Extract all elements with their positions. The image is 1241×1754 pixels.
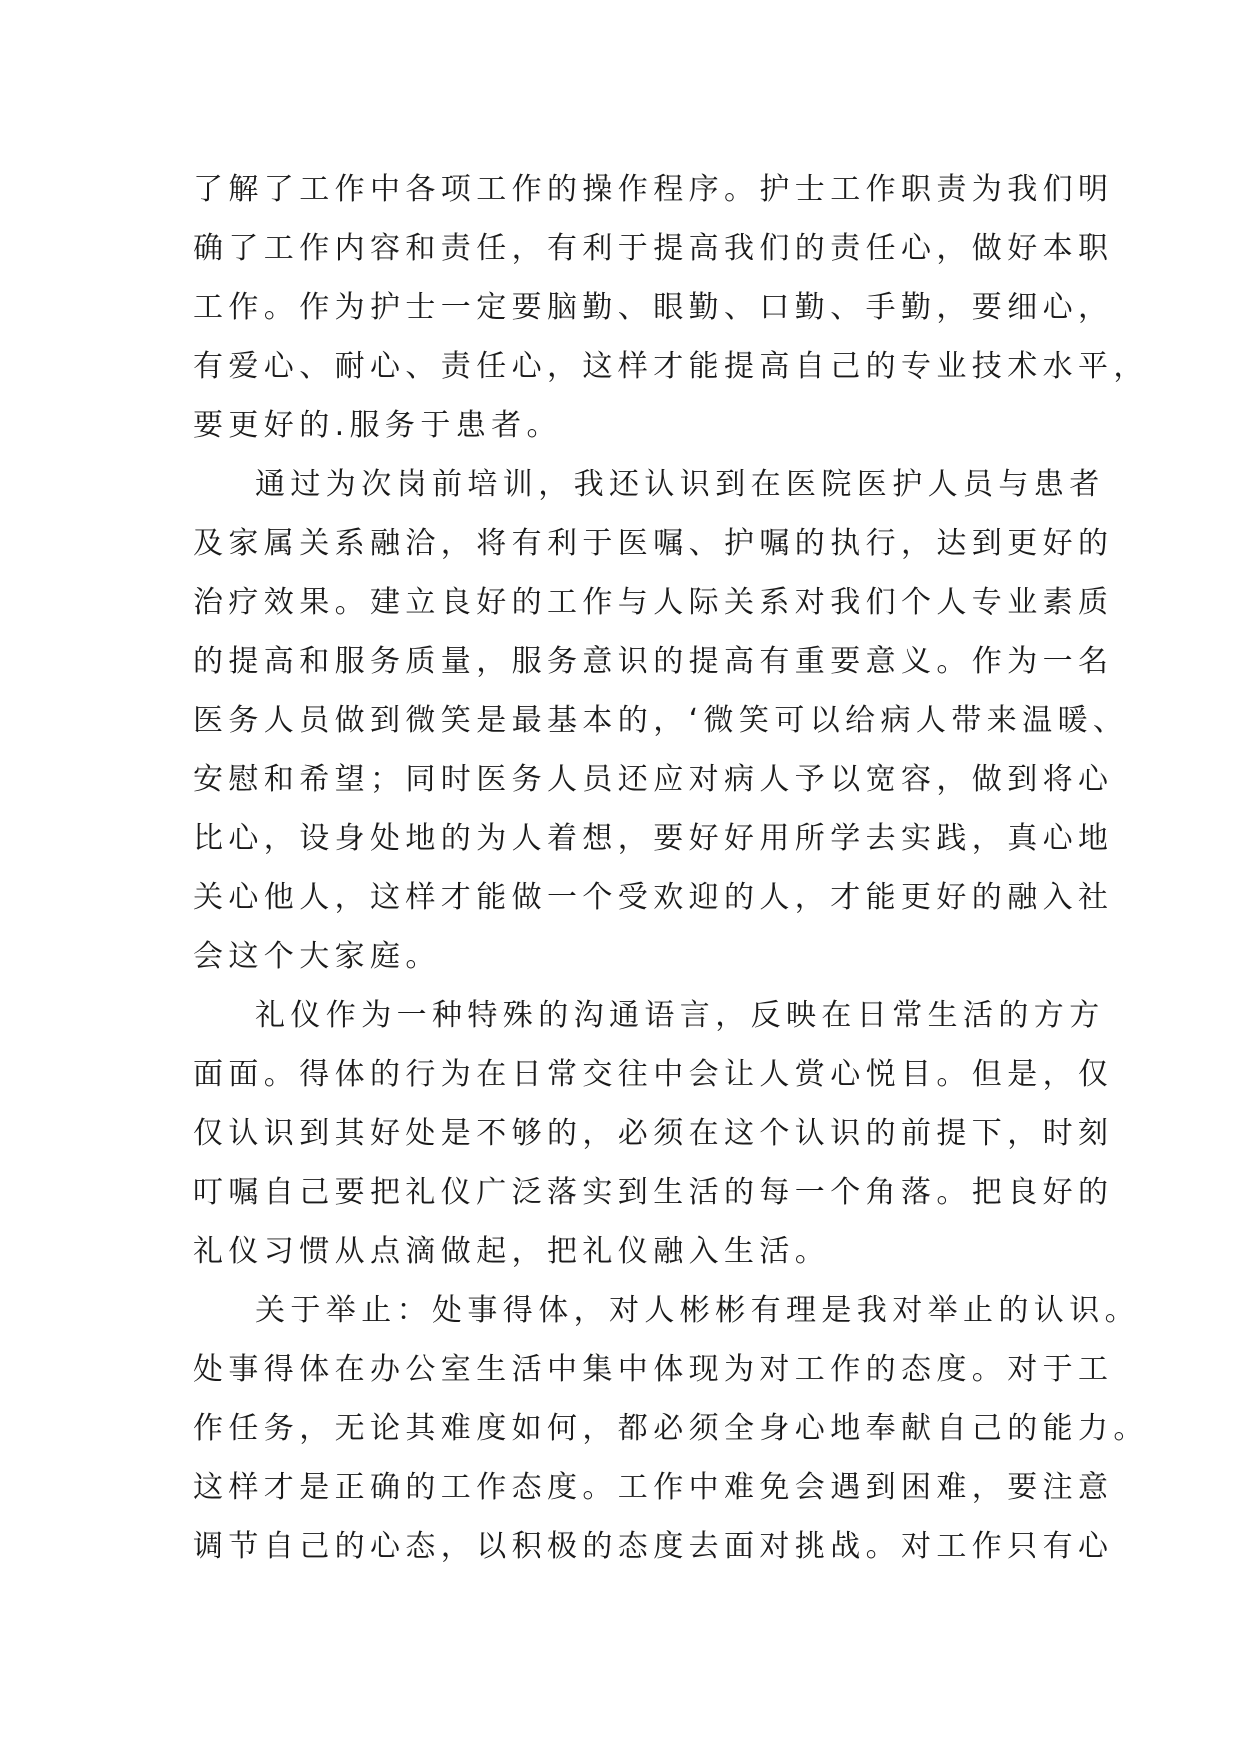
text-line: 医务人员做到微笑是最基本的，‘微笑可以给病人带来温暖、 xyxy=(193,703,1129,738)
text-line: 工作。作为护士一定要脑勤、眼勤、口勤、手勤，要细心， xyxy=(193,290,1114,325)
text-line: 作任务，无论其难度如何，都必须全身心地奉献自己的能力。 xyxy=(193,1411,1149,1446)
paragraph-first-line: 关于举止：处事得体，对人彬彬有理是我对举止的认识。 xyxy=(255,1293,1140,1328)
paragraph-first-line: 通过为次岗前培训，我还认识到在医院医护人员与患者 xyxy=(255,467,1105,502)
paragraph-first-line: 礼仪作为一种特殊的沟通语言，反映在日常生活的方方 xyxy=(255,998,1105,1033)
text-line: 叮嘱自己要把礼仪广泛落实到生活的每一个角落。把良好的 xyxy=(193,1175,1114,1210)
text-line: 关心他人，这样才能做一个受欢迎的人，才能更好的融入社 xyxy=(193,880,1114,915)
text-line: 的提高和服务质量，服务意识的提高有重要意义。作为一名 xyxy=(193,644,1114,679)
text-line: 安慰和希望；同时医务人员还应对病人予以宽容，做到将心 xyxy=(193,762,1114,797)
text-line: 仅认识到其好处是不够的，必须在这个认识的前提下，时刻 xyxy=(193,1116,1114,1151)
text-line: 比心，设身处地的为人着想，要好好用所学去实践，真心地 xyxy=(193,821,1114,856)
text-line: 要更好的.服务于患者。 xyxy=(193,408,562,443)
text-line: 调节自己的心态，以积极的态度去面对挑战。对工作只有心 xyxy=(193,1529,1114,1564)
text-line: 这样才是正确的工作态度。工作中难免会遇到困难，要注意 xyxy=(193,1470,1114,1505)
text-line: 处事得体在办公室生活中集中体现为对工作的态度。对于工 xyxy=(193,1352,1114,1387)
text-line: 确了工作内容和责任，有利于提高我们的责任心，做好本职 xyxy=(193,231,1114,266)
text-line: 治疗效果。建立良好的工作与人际关系对我们个人专业素质 xyxy=(193,585,1114,620)
text-line: 会这个大家庭。 xyxy=(193,939,441,974)
document-body xyxy=(193,160,1149,1576)
text-line: 礼仪习惯从点滴做起，把礼仪融入生活。 xyxy=(193,1234,831,1269)
text-line: 及家属关系融洽，将有利于医嘱、护嘱的执行，达到更好的 xyxy=(193,526,1114,561)
text-line: 了解了工作中各项工作的操作程序。护士工作职责为我们明 xyxy=(193,172,1114,207)
text-line: 有爱心、耐心、责任心，这样才能提高自己的专业技术水平， xyxy=(193,349,1149,384)
text-line: 面面。得体的行为在日常交往中会让人赏心悦目。但是，仅 xyxy=(193,1057,1114,1092)
